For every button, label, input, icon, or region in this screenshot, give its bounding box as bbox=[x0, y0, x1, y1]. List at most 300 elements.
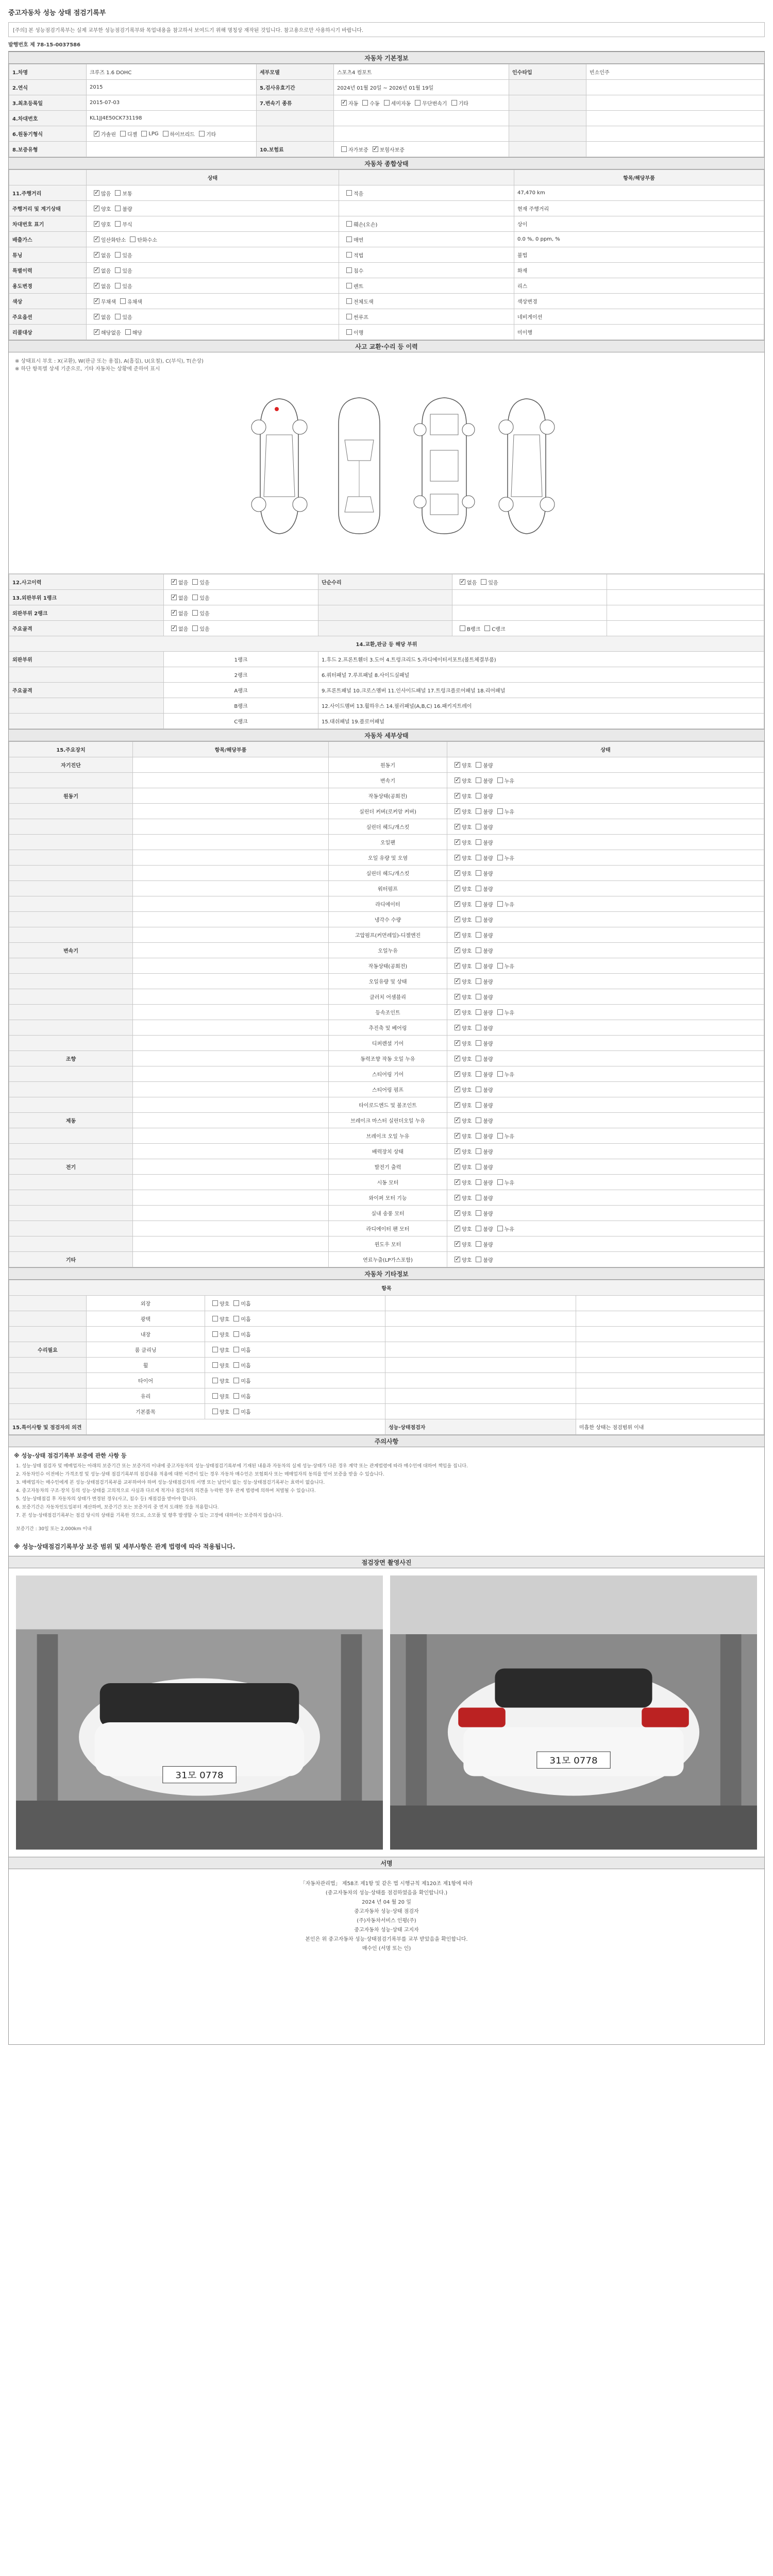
checkbox[interactable] bbox=[346, 252, 352, 258]
rear-photo[interactable] bbox=[390, 1575, 757, 1850]
checkbox-option[interactable] bbox=[342, 299, 374, 304]
checkbox[interactable] bbox=[115, 190, 121, 196]
checkbox-option[interactable] bbox=[450, 1072, 472, 1077]
checkbox-option[interactable] bbox=[477, 580, 498, 585]
checkbox[interactable] bbox=[455, 1179, 460, 1185]
checkbox[interactable] bbox=[94, 298, 99, 304]
checkbox[interactable] bbox=[115, 221, 121, 227]
checkbox-option[interactable] bbox=[188, 626, 209, 632]
checkbox[interactable] bbox=[455, 1195, 460, 1200]
checkbox-option[interactable] bbox=[450, 979, 472, 985]
checkbox-option[interactable] bbox=[472, 917, 493, 923]
checkbox-option[interactable] bbox=[450, 1257, 472, 1263]
checkbox-option[interactable] bbox=[472, 1180, 493, 1185]
checkbox[interactable] bbox=[455, 901, 460, 907]
checkbox[interactable] bbox=[94, 221, 99, 227]
checkbox[interactable] bbox=[455, 932, 460, 938]
checkbox[interactable] bbox=[455, 1087, 460, 1092]
checkbox[interactable] bbox=[233, 1409, 239, 1414]
checkbox-option[interactable] bbox=[493, 778, 514, 784]
detail-group bbox=[9, 1175, 133, 1190]
checkbox-option[interactable] bbox=[208, 1409, 229, 1415]
checkbox-option[interactable] bbox=[450, 948, 472, 954]
checkbox-option[interactable] bbox=[229, 1316, 250, 1322]
checkbox[interactable] bbox=[497, 808, 503, 814]
checkbox-option[interactable] bbox=[90, 299, 116, 304]
checkbox-option[interactable] bbox=[90, 330, 121, 335]
checkbox-option[interactable] bbox=[90, 237, 126, 243]
checkbox-option[interactable] bbox=[188, 611, 209, 616]
checkbox[interactable] bbox=[212, 1378, 218, 1383]
checkbox[interactable] bbox=[497, 963, 503, 969]
checkbox-option[interactable] bbox=[472, 902, 493, 907]
checkbox-option[interactable] bbox=[450, 1226, 472, 1232]
checkbox[interactable] bbox=[455, 793, 460, 799]
checkbox[interactable] bbox=[192, 579, 198, 585]
checkbox-option[interactable] bbox=[208, 1332, 229, 1337]
checkbox-option[interactable] bbox=[90, 131, 116, 137]
checkbox-option[interactable] bbox=[450, 1211, 472, 1216]
checkbox-option[interactable] bbox=[472, 1133, 493, 1139]
checkbox[interactable] bbox=[171, 610, 177, 616]
checkbox-option[interactable] bbox=[472, 855, 493, 861]
checkbox-option[interactable] bbox=[472, 793, 493, 799]
checkbox-option[interactable] bbox=[472, 824, 493, 830]
checkbox[interactable] bbox=[233, 1300, 239, 1306]
checkbox[interactable] bbox=[94, 206, 99, 211]
checkbox[interactable] bbox=[455, 1009, 460, 1015]
checkbox[interactable] bbox=[497, 1226, 503, 1231]
checkbox[interactable] bbox=[476, 1164, 481, 1170]
checkbox-option[interactable] bbox=[450, 1056, 472, 1062]
checkbox-option[interactable] bbox=[342, 191, 363, 196]
checkbox-option[interactable] bbox=[208, 1394, 229, 1399]
checkbox[interactable] bbox=[455, 1133, 460, 1139]
checkbox[interactable] bbox=[115, 267, 121, 273]
checkbox-option[interactable] bbox=[137, 131, 158, 137]
checkbox[interactable] bbox=[212, 1331, 218, 1337]
checkbox-option[interactable] bbox=[450, 1242, 472, 1247]
checkbox[interactable] bbox=[94, 314, 99, 319]
checkbox-option[interactable] bbox=[229, 1394, 250, 1399]
checkbox[interactable] bbox=[476, 1148, 481, 1154]
checkbox[interactable] bbox=[384, 100, 390, 106]
checkbox[interactable] bbox=[455, 994, 460, 999]
checkbox-option[interactable] bbox=[480, 626, 505, 632]
checkbox[interactable] bbox=[125, 329, 131, 335]
checkbox[interactable] bbox=[115, 283, 121, 289]
checkbox[interactable] bbox=[94, 267, 99, 273]
checkbox[interactable] bbox=[212, 1409, 218, 1414]
checkbox[interactable] bbox=[476, 762, 481, 768]
checkbox-option[interactable] bbox=[472, 1164, 493, 1170]
checkbox[interactable] bbox=[476, 947, 481, 953]
checkbox[interactable] bbox=[476, 793, 481, 799]
checkbox-option[interactable] bbox=[208, 1378, 229, 1384]
checkbox-option[interactable] bbox=[472, 840, 493, 845]
checkbox[interactable] bbox=[476, 932, 481, 938]
checkbox-option[interactable] bbox=[472, 1195, 493, 1201]
checkbox-option[interactable] bbox=[111, 252, 132, 258]
checkbox-option[interactable] bbox=[111, 222, 132, 227]
checkbox[interactable] bbox=[455, 777, 460, 783]
checkbox-option[interactable] bbox=[368, 147, 405, 152]
checkbox[interactable] bbox=[141, 131, 147, 137]
checkbox-option[interactable] bbox=[493, 1180, 514, 1185]
checkbox[interactable] bbox=[455, 870, 460, 876]
checkbox[interactable] bbox=[346, 314, 352, 319]
other-footer-blank bbox=[87, 1419, 385, 1435]
checkbox[interactable] bbox=[455, 978, 460, 984]
checkbox[interactable] bbox=[94, 236, 99, 242]
checkbox-option[interactable] bbox=[358, 100, 379, 106]
checkbox[interactable] bbox=[476, 1009, 481, 1015]
checkbox-option[interactable] bbox=[111, 314, 132, 320]
checkbox-option[interactable] bbox=[450, 1133, 472, 1139]
checkbox[interactable] bbox=[455, 917, 460, 922]
checkbox[interactable] bbox=[199, 131, 205, 137]
checkbox-option[interactable] bbox=[450, 1195, 472, 1201]
checkbox[interactable] bbox=[455, 839, 460, 845]
checkbox-option[interactable] bbox=[447, 100, 468, 106]
checkbox[interactable] bbox=[415, 100, 421, 106]
checkbox-option[interactable] bbox=[229, 1378, 250, 1384]
checkbox-option[interactable] bbox=[342, 268, 363, 274]
checkbox-option[interactable] bbox=[456, 580, 477, 585]
checkbox[interactable] bbox=[94, 131, 99, 137]
checkbox-option[interactable] bbox=[342, 314, 368, 320]
checkbox[interactable] bbox=[341, 100, 347, 106]
checkbox-option[interactable] bbox=[342, 283, 363, 289]
checkbox[interactable] bbox=[476, 978, 481, 984]
checkbox[interactable] bbox=[481, 579, 486, 585]
checkbox[interactable] bbox=[455, 855, 460, 860]
checkbox[interactable] bbox=[497, 777, 503, 783]
checkbox[interactable] bbox=[120, 298, 126, 304]
checkbox-option[interactable] bbox=[493, 1226, 514, 1232]
checkbox[interactable] bbox=[476, 1071, 481, 1077]
checkbox-option[interactable] bbox=[472, 1226, 493, 1232]
checkbox-option[interactable] bbox=[450, 824, 472, 830]
checkbox[interactable] bbox=[115, 252, 121, 258]
checkbox[interactable] bbox=[476, 1226, 481, 1231]
checkbox[interactable] bbox=[455, 1102, 460, 1108]
checkbox-option[interactable] bbox=[90, 283, 111, 289]
checkbox-option[interactable] bbox=[472, 1149, 493, 1155]
checkbox[interactable] bbox=[455, 963, 460, 969]
checkbox-option[interactable] bbox=[450, 1025, 472, 1031]
checkbox-option[interactable] bbox=[493, 1072, 514, 1077]
checkbox[interactable] bbox=[362, 100, 368, 106]
checkbox-option[interactable] bbox=[472, 1242, 493, 1247]
checkbox[interactable] bbox=[192, 610, 198, 616]
checkbox-option[interactable] bbox=[472, 809, 493, 815]
checkbox-option[interactable] bbox=[342, 237, 363, 243]
checkbox[interactable] bbox=[171, 579, 177, 585]
checkbox[interactable] bbox=[192, 625, 198, 631]
checkbox-option[interactable] bbox=[472, 1041, 493, 1046]
checkbox-option[interactable] bbox=[472, 1211, 493, 1216]
checkbox-label: 없음 bbox=[178, 611, 189, 617]
checkbox[interactable] bbox=[455, 1148, 460, 1154]
checkbox-option[interactable] bbox=[167, 626, 188, 632]
checkbox-option[interactable] bbox=[493, 855, 514, 861]
checkbox[interactable] bbox=[120, 131, 126, 137]
checkbox-option[interactable] bbox=[337, 100, 358, 106]
checkbox[interactable] bbox=[455, 1257, 460, 1262]
checkbox-option[interactable] bbox=[90, 206, 111, 212]
checkbox[interactable] bbox=[476, 1025, 481, 1030]
checkbox-option[interactable] bbox=[450, 1180, 472, 1185]
checkbox-option[interactable] bbox=[472, 948, 493, 954]
checkbox-option[interactable] bbox=[450, 1149, 472, 1155]
checkbox[interactable] bbox=[233, 1378, 239, 1383]
checkbox[interactable] bbox=[451, 100, 457, 106]
checkbox[interactable] bbox=[346, 221, 352, 227]
checkbox[interactable] bbox=[476, 839, 481, 845]
checkbox-option[interactable] bbox=[450, 840, 472, 845]
checkbox[interactable] bbox=[171, 625, 177, 631]
checkbox-option[interactable] bbox=[472, 933, 493, 938]
checkbox-option[interactable] bbox=[380, 100, 411, 106]
checkbox[interactable] bbox=[212, 1362, 218, 1368]
checkbox[interactable] bbox=[346, 298, 352, 304]
checkbox-option[interactable] bbox=[450, 778, 472, 784]
checkbox-option[interactable] bbox=[472, 1103, 493, 1108]
checkbox[interactable] bbox=[94, 252, 99, 258]
checkbox[interactable] bbox=[476, 808, 481, 814]
checkbox-option[interactable] bbox=[472, 1257, 493, 1263]
checkbox[interactable] bbox=[346, 236, 352, 242]
checkbox-option[interactable] bbox=[450, 1087, 472, 1093]
checkbox-option[interactable] bbox=[450, 917, 472, 923]
checkbox-option[interactable] bbox=[208, 1316, 229, 1322]
checkbox[interactable] bbox=[455, 1056, 460, 1061]
checkbox-option[interactable] bbox=[90, 314, 111, 320]
checkbox-option[interactable] bbox=[229, 1332, 250, 1337]
checkbox-option[interactable] bbox=[472, 1056, 493, 1062]
checkbox[interactable] bbox=[94, 190, 99, 196]
checkbox[interactable] bbox=[212, 1393, 218, 1399]
checkbox-option[interactable] bbox=[493, 963, 514, 969]
checkbox[interactable] bbox=[346, 283, 352, 289]
checkbox-option[interactable] bbox=[337, 147, 368, 152]
checkbox-option[interactable] bbox=[342, 330, 363, 335]
checkbox[interactable] bbox=[455, 1164, 460, 1170]
checkbox-option[interactable] bbox=[450, 1103, 472, 1108]
checkbox[interactable] bbox=[455, 808, 460, 814]
checkbox[interactable] bbox=[476, 901, 481, 907]
checkbox-option[interactable] bbox=[111, 206, 132, 212]
checkbox[interactable] bbox=[476, 824, 481, 829]
checkbox[interactable] bbox=[476, 994, 481, 999]
checkbox-option[interactable] bbox=[472, 1010, 493, 1015]
checkbox[interactable] bbox=[476, 917, 481, 922]
checkbox[interactable] bbox=[476, 777, 481, 783]
checkbox[interactable] bbox=[346, 329, 352, 335]
checkbox-option[interactable] bbox=[472, 963, 493, 969]
checkbox-option[interactable] bbox=[90, 191, 111, 196]
summary-label: 주요옵션 bbox=[9, 309, 87, 325]
checkbox-option[interactable] bbox=[450, 933, 472, 938]
checkbox-option[interactable] bbox=[450, 871, 472, 876]
checkbox[interactable] bbox=[455, 886, 460, 891]
checkbox[interactable] bbox=[497, 1071, 503, 1077]
other-row bbox=[9, 1311, 764, 1327]
checkbox[interactable] bbox=[455, 1071, 460, 1077]
checkbox-option[interactable] bbox=[116, 131, 137, 137]
checkbox-option[interactable] bbox=[188, 580, 209, 585]
checkbox-option[interactable] bbox=[126, 237, 157, 243]
checkbox[interactable] bbox=[497, 1133, 503, 1139]
checkbox[interactable] bbox=[476, 886, 481, 891]
checkbox-option[interactable] bbox=[472, 1025, 493, 1031]
checkbox-label: 양호 bbox=[462, 840, 472, 846]
checkbox[interactable] bbox=[346, 190, 352, 196]
checkbox[interactable] bbox=[212, 1347, 218, 1352]
checkbox-option[interactable] bbox=[167, 580, 188, 585]
checkbox[interactable] bbox=[476, 1087, 481, 1092]
checkbox-option[interactable] bbox=[121, 330, 142, 335]
checkbox-option[interactable] bbox=[472, 994, 493, 1000]
checkbox[interactable] bbox=[476, 870, 481, 876]
checkbox[interactable] bbox=[476, 1257, 481, 1262]
checkbox-option[interactable] bbox=[116, 299, 142, 304]
checkbox[interactable] bbox=[455, 1025, 460, 1030]
checkbox-option[interactable] bbox=[493, 1010, 514, 1015]
checkbox-option[interactable] bbox=[90, 268, 111, 274]
checkbox-option[interactable] bbox=[450, 1164, 472, 1170]
checkbox[interactable] bbox=[455, 947, 460, 953]
checkbox[interactable] bbox=[115, 206, 121, 211]
checkbox[interactable] bbox=[455, 1210, 460, 1216]
checkbox-option[interactable] bbox=[111, 268, 132, 274]
checkbox[interactable] bbox=[476, 1241, 481, 1247]
checkbox-option[interactable] bbox=[472, 1087, 493, 1093]
checkbox[interactable] bbox=[373, 146, 378, 152]
checkbox-option[interactable] bbox=[411, 100, 447, 106]
checkbox[interactable] bbox=[476, 963, 481, 969]
checkbox[interactable] bbox=[94, 329, 99, 335]
checkbox-option[interactable] bbox=[167, 611, 188, 616]
checkbox-option[interactable] bbox=[493, 1133, 514, 1139]
checkbox-option[interactable] bbox=[229, 1301, 250, 1307]
checkbox-option[interactable] bbox=[450, 762, 472, 768]
checkbox[interactable] bbox=[476, 1102, 481, 1108]
checkbox[interactable] bbox=[455, 1226, 460, 1231]
checkbox-option[interactable] bbox=[450, 963, 472, 969]
checkbox-option[interactable] bbox=[456, 626, 480, 632]
checkbox-option[interactable] bbox=[472, 1072, 493, 1077]
checkbox-option[interactable] bbox=[450, 1041, 472, 1046]
checkbox[interactable] bbox=[476, 855, 481, 860]
checkbox-option[interactable] bbox=[229, 1347, 250, 1353]
checkbox[interactable] bbox=[455, 1117, 460, 1123]
checkbox[interactable] bbox=[497, 855, 503, 860]
detail-blank bbox=[133, 788, 329, 804]
checkbox[interactable] bbox=[476, 1210, 481, 1216]
checkbox-option[interactable] bbox=[472, 871, 493, 876]
checkbox-option[interactable] bbox=[450, 809, 472, 815]
checkbox-option[interactable] bbox=[342, 222, 377, 227]
checkbox[interactable] bbox=[455, 762, 460, 768]
checkbox[interactable] bbox=[212, 1300, 218, 1306]
checkbox-option[interactable] bbox=[472, 979, 493, 985]
checkbox[interactable] bbox=[171, 595, 177, 600]
checkbox[interactable] bbox=[476, 1056, 481, 1061]
checkbox[interactable] bbox=[476, 1179, 481, 1185]
checkbox[interactable] bbox=[163, 131, 169, 137]
checkbox[interactable] bbox=[233, 1393, 239, 1399]
checkbox-option[interactable] bbox=[208, 1347, 229, 1353]
checkbox[interactable] bbox=[115, 314, 121, 319]
checkbox-option[interactable] bbox=[472, 762, 493, 768]
checkbox[interactable] bbox=[130, 236, 136, 242]
checkbox-option[interactable] bbox=[472, 778, 493, 784]
checkbox-option[interactable] bbox=[450, 793, 472, 799]
checkbox-option[interactable] bbox=[111, 191, 132, 196]
checkbox[interactable] bbox=[460, 625, 465, 631]
checkbox[interactable] bbox=[455, 824, 460, 829]
checkbox-option[interactable] bbox=[472, 1118, 493, 1124]
checkbox[interactable] bbox=[233, 1347, 239, 1352]
checkbox[interactable] bbox=[460, 579, 465, 585]
checkbox-option[interactable] bbox=[195, 131, 216, 137]
checkbox[interactable] bbox=[497, 1009, 503, 1015]
checkbox-label: 양호 bbox=[462, 1134, 472, 1140]
checkbox[interactable] bbox=[212, 1316, 218, 1321]
checkbox-option[interactable] bbox=[167, 595, 188, 601]
checkbox[interactable] bbox=[476, 1133, 481, 1139]
checkbox[interactable] bbox=[233, 1316, 239, 1321]
checkbox-option[interactable] bbox=[229, 1363, 250, 1368]
checkbox[interactable] bbox=[484, 625, 490, 631]
checkbox[interactable] bbox=[233, 1331, 239, 1337]
checkbox-option[interactable] bbox=[342, 252, 363, 258]
checkbox-option[interactable] bbox=[493, 809, 514, 815]
front-photo[interactable] bbox=[16, 1575, 383, 1850]
checkbox[interactable] bbox=[192, 595, 198, 600]
checkbox-option[interactable] bbox=[159, 131, 195, 137]
checkbox[interactable] bbox=[455, 1241, 460, 1247]
checkbox-option[interactable] bbox=[450, 855, 472, 861]
checkbox-option[interactable] bbox=[208, 1301, 229, 1307]
checkbox-option[interactable] bbox=[208, 1363, 229, 1368]
checkbox-option[interactable] bbox=[472, 886, 493, 892]
checkbox[interactable] bbox=[341, 146, 347, 152]
checkbox[interactable] bbox=[476, 1040, 481, 1046]
checkbox[interactable] bbox=[476, 1195, 481, 1200]
checkbox-option[interactable] bbox=[450, 994, 472, 1000]
checkbox-option[interactable] bbox=[450, 1010, 472, 1015]
checkbox[interactable] bbox=[233, 1362, 239, 1368]
checkbox-option[interactable] bbox=[111, 283, 132, 289]
checkbox[interactable] bbox=[94, 283, 99, 289]
checkbox-option[interactable] bbox=[450, 1118, 472, 1124]
checkbox-option[interactable] bbox=[90, 252, 111, 258]
checkbox[interactable] bbox=[476, 1117, 481, 1123]
checkbox[interactable] bbox=[455, 1040, 460, 1046]
checkbox[interactable] bbox=[346, 267, 352, 273]
checkbox-option[interactable] bbox=[450, 902, 472, 907]
checkbox-option[interactable] bbox=[229, 1409, 250, 1415]
checkbox[interactable] bbox=[497, 1179, 503, 1185]
checkbox-option[interactable] bbox=[188, 595, 209, 601]
checkbox-option[interactable] bbox=[493, 902, 514, 907]
checkbox[interactable] bbox=[497, 901, 503, 907]
checkbox-option[interactable] bbox=[90, 222, 111, 227]
checkbox-option[interactable] bbox=[450, 886, 472, 892]
